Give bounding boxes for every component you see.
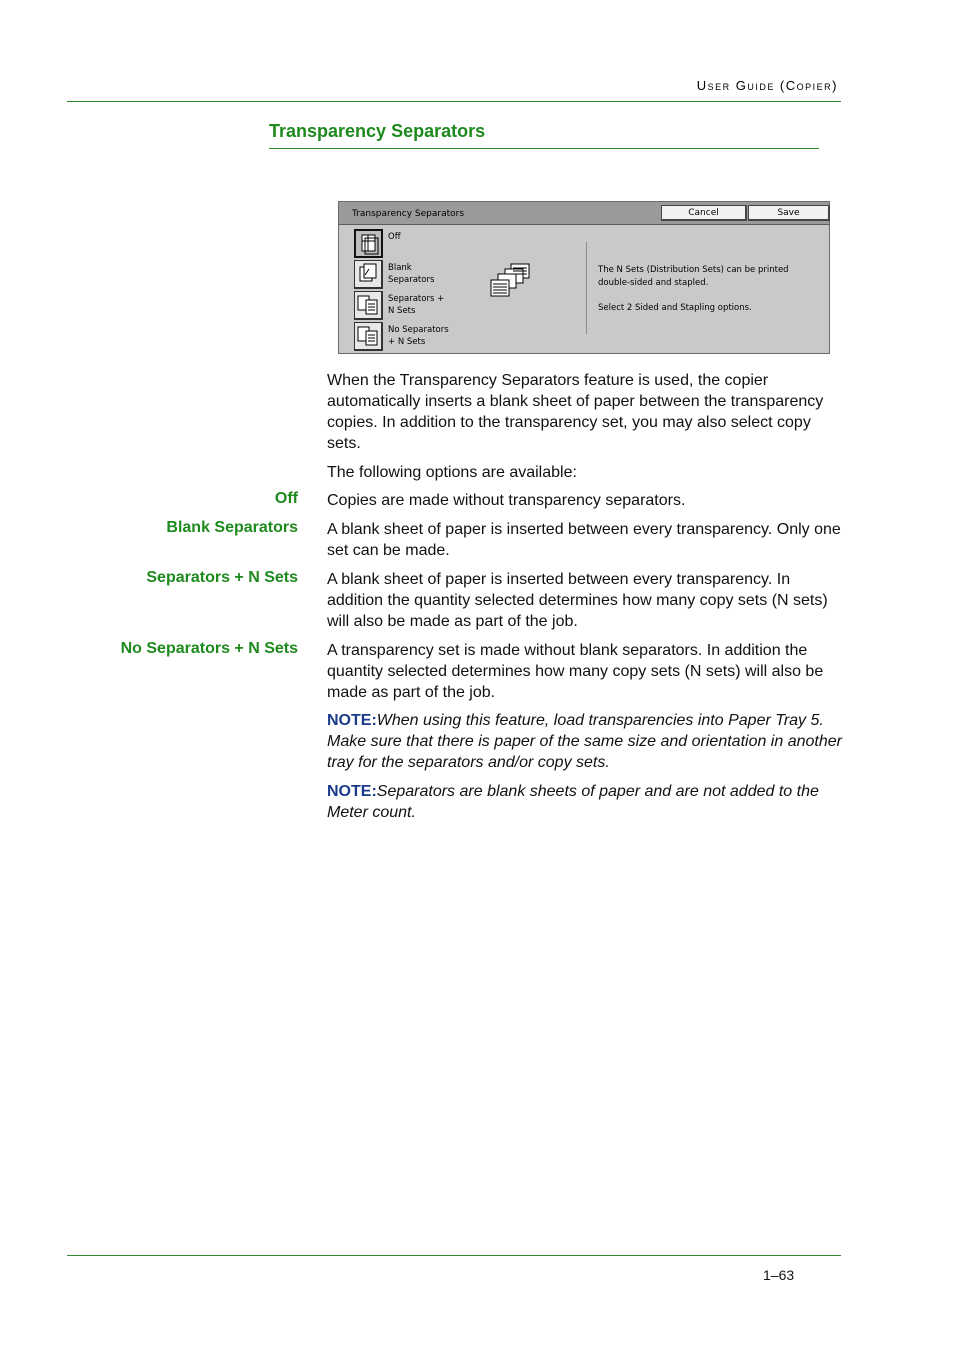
save-button[interactable]: Save: [748, 205, 830, 221]
blank-separators-icon: [354, 260, 383, 289]
screen-header: [339, 202, 829, 225]
running-head: User Guide (Copier): [696, 78, 838, 93]
off-icon: [354, 229, 383, 258]
screen-info-line1: The N Sets (Distribution Sets) can be printed double-sided and stapled.: [598, 265, 789, 288]
note-1-label: NOTE:: [327, 712, 377, 729]
cancel-button[interactable]: Cancel: [661, 205, 747, 221]
section-title-rule: [269, 148, 819, 149]
term-off: Off: [274, 490, 298, 507]
desc-blank-separators: A blank sheet of paper is inserted between every transparency. Only one set can be made.: [327, 521, 841, 559]
note-2: [327, 781, 842, 823]
option-off-label: Off: [388, 232, 401, 242]
header-rule: [67, 101, 841, 102]
distribution-sets-icon: [489, 262, 533, 300]
note-2-label: NOTE:: [327, 783, 377, 800]
page-number: 1–63: [763, 1267, 795, 1283]
term-separators-n-sets: Separators + N Sets: [146, 569, 298, 586]
note-1: [327, 710, 842, 773]
intro-paragraph: When the Transparency Separators feature is used, the copier automatically inserts a blank sheet of paper between the transparency copies. In addition to the transparency set, you may also select copy sets.: [327, 372, 824, 452]
term-blank-separators: Blank Separators: [166, 519, 298, 536]
desc-no-separators-n-sets: A transparency set is made without blank separators. In addition the quantity selected determines how many copy sets (N sets) will also be made as part of the job.: [327, 642, 824, 701]
option-separators-n-sets-label: Separators + N Sets: [388, 294, 445, 316]
note-1-text: When using this feature, load transparencies into Paper Tray 5. Make sure that there is paper of the same size and orientation in another tray for the separators and/or copy sets.: [327, 712, 842, 771]
footer-rule: [67, 1255, 841, 1256]
desc-separators-n-sets: A blank sheet of paper is inserted between every transparency. In addition the quantity selected determines how many copy sets (N sets) will also be made as part of the job.: [327, 571, 828, 630]
no-separators-n-sets-icon: [354, 322, 383, 351]
section-title: Transparency Separators: [269, 121, 486, 141]
screen-info-line2: Select 2 Sided and Stapling options.: [598, 303, 752, 313]
option-no-separators-n-sets-label: No Separators + N Sets: [388, 325, 449, 347]
option-blank-separators-label: Blank Separators: [388, 263, 435, 285]
screen-title: Transparency Separators: [352, 209, 465, 219]
option-no-separators-n-sets[interactable]: [354, 322, 534, 352]
option-off[interactable]: [354, 229, 534, 259]
screen-info: [598, 264, 823, 327]
term-no-separators-n-sets: No Separators + N Sets: [120, 640, 298, 657]
transparency-separators-screen: [338, 201, 830, 354]
options-intro: The following options are available:: [327, 464, 577, 481]
desc-off: Copies are made without transparency separators.: [327, 492, 686, 509]
separators-n-sets-icon: [354, 291, 383, 320]
note-2-text: Separators are blank sheets of paper and are not added to the Meter count.: [327, 783, 819, 821]
screen-divider: [586, 242, 587, 334]
